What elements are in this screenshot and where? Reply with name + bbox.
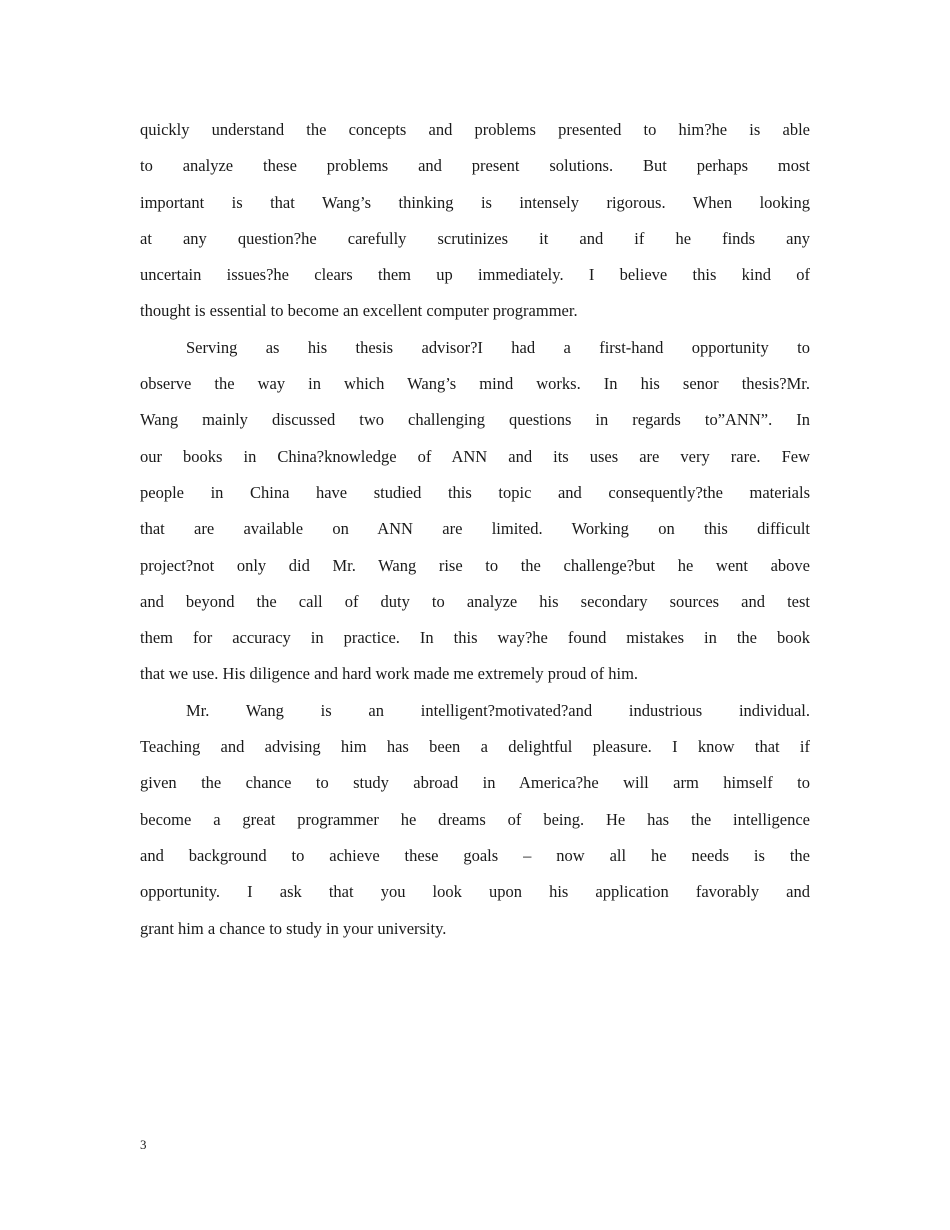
- text-line: important is that Wang’s thinking is intensely rigorous. When looking: [140, 192, 810, 212]
- text-line: grant him a chance to study in your university.: [140, 918, 447, 938]
- paragraph-1: [140, 112, 810, 330]
- text-line: Teaching and advising him has been a delightful pleasure. I know that if: [140, 737, 810, 757]
- text-line: become a great programmer he dreams of being. He has the intelligence: [140, 809, 810, 829]
- text-line: uncertain issues?he clears them up immediately. I believe this kind of: [140, 265, 810, 285]
- text-line: that we use. His diligence and hard work made me extremely proud of him.: [140, 664, 639, 684]
- text-line: to analyze these problems and present solutions. But perhaps most: [140, 156, 810, 176]
- text-line: our books in China?knowledge of ANN and its uses are very rare. Few: [140, 446, 810, 466]
- paragraph-3: [140, 693, 810, 947]
- text-line: at any question?he carefully scrutinizes it and if he finds any: [140, 228, 810, 248]
- text-line: and background to achieve these goals – now all he needs is the: [140, 845, 810, 865]
- text-line: and beyond the call of duty to analyze his secondary sources and test: [140, 591, 810, 611]
- text-line: Mr. Wang is an intelligent?motivated?and industrious individual.: [186, 700, 810, 720]
- text-line: them for accuracy in practice. In this way?he found mistakes in the book: [140, 628, 810, 648]
- text-line: Wang mainly discussed two challenging questions in regards to”ANN”. In: [140, 410, 810, 430]
- text-line: quickly understand the concepts and problems presented to him?he is able: [140, 120, 810, 139]
- text-line: thought is essential to become an excellent computer programmer.: [140, 301, 578, 321]
- text-line: people in China have studied this topic and consequently?the materials: [140, 482, 810, 502]
- text-line: project?not only did Mr. Wang rise to the challenge?but he went above: [140, 555, 810, 575]
- paragraph-2: [140, 330, 810, 693]
- letter-body: [140, 112, 810, 947]
- text-line: opportunity. I ask that you look upon his application favorably and: [140, 882, 810, 902]
- page-number: 3: [140, 1137, 147, 1152]
- text-line: Serving as his thesis advisor?I had a first-hand opportunity to: [186, 337, 810, 357]
- text-line: that are available on ANN are limited. Working on this difficult: [140, 519, 810, 539]
- text-line: observe the way in which Wang’s mind works. In his senor thesis?Mr.: [140, 374, 810, 394]
- text-line: given the chance to study abroad in America?he will arm himself to: [140, 773, 810, 793]
